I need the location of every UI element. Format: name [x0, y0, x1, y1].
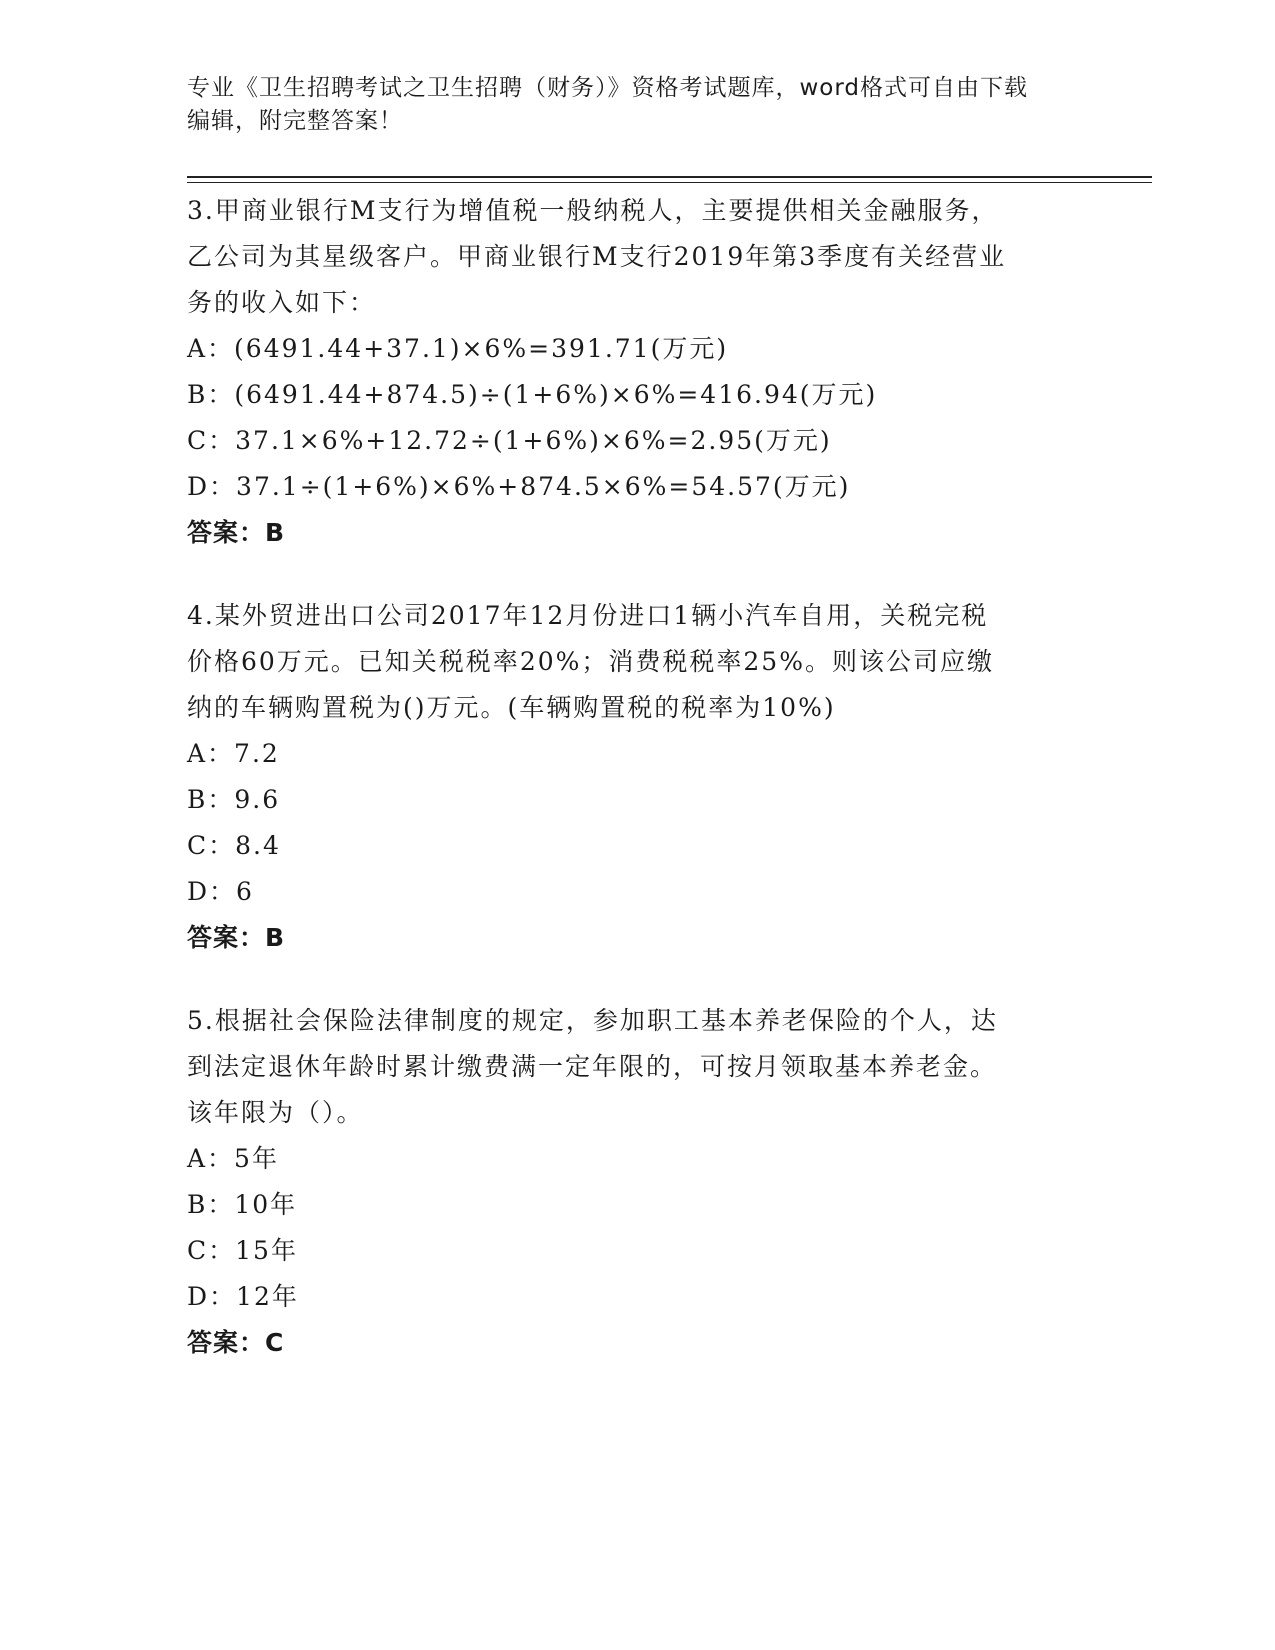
- question-stem-line: 纳的车辆购置税为()万元。(车辆购置税的税率为10%): [187, 693, 836, 722]
- header-divider-thin: [187, 182, 1152, 183]
- option-c: C：15年: [187, 1236, 298, 1265]
- header-divider: [187, 176, 1152, 178]
- question-4: [187, 593, 1087, 961]
- question-5: [187, 998, 1087, 1366]
- option-d: D：12年: [187, 1282, 299, 1311]
- option-a: A：7.2: [187, 739, 280, 768]
- question-3: [187, 188, 1087, 556]
- question-stem-line: 该年限为（）。: [187, 1098, 364, 1127]
- option-b: B：9.6: [187, 785, 281, 814]
- answer: 答案：C: [187, 1328, 285, 1357]
- option-d: D：6: [187, 877, 254, 906]
- question-stem-line: 价格60万元。已知关税税率20%；消费税税率25%。则该公司应缴: [187, 647, 994, 676]
- answer: 答案：B: [187, 923, 286, 952]
- header-line: 专业《卫生招聘考试之卫生招聘（财务）》资格考试题库，word格式可自由下载: [187, 75, 1029, 101]
- document-header: [187, 72, 1067, 138]
- question-stem-line: 3.甲商业银行M支行为增值税一般纳税人，主要提供相关金融服务，: [187, 196, 999, 225]
- option-b: B：10年: [187, 1190, 298, 1219]
- question-stem-line: 乙公司为其星级客户。甲商业银行M支行2019年第3季度有关经营业: [187, 242, 1007, 271]
- question-stem-line: 务的收入如下：: [187, 288, 377, 317]
- option-b: B：(6491.44+874.5)÷(1+6%)×6%=416.94(万元): [187, 380, 878, 409]
- header-line: 编辑，附完整答案！: [187, 108, 403, 134]
- option-a: A：(6491.44+37.1)×6%=391.71(万元): [187, 334, 729, 363]
- option-c: C：8.4: [187, 831, 281, 860]
- option-c: C：37.1×6%+12.72÷(1+6%)×6%=2.95(万元): [187, 426, 832, 455]
- answer: 答案：B: [187, 518, 286, 547]
- question-stem-line: 4.某外贸进出口公司2017年12月份进口1辆小汽车自用，关税完税: [187, 601, 989, 630]
- question-stem-line: 到法定退休年龄时累计缴费满一定年限的，可按月领取基本养老金。: [187, 1052, 998, 1081]
- question-stem-line: 5.根据社会保险法律制度的规定，参加职工基本养老保险的个人，达: [187, 1006, 998, 1035]
- option-d: D：37.1÷(1+6%)×6%+874.5×6%=54.57(万元): [187, 472, 851, 501]
- option-a: A：5年: [187, 1144, 279, 1173]
